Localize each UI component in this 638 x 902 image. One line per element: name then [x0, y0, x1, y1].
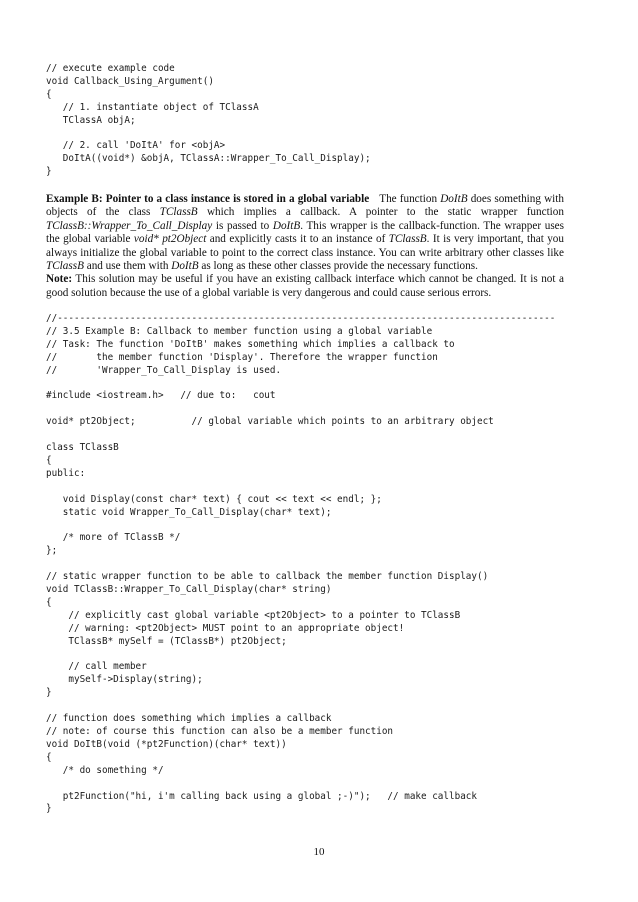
text: . It is very important, that you always initialize the global variable to point to the correct class instance. You can write arbitrary other classes like: [46, 233, 564, 259]
code-line: // call member: [46, 661, 147, 673]
code-block-top: [46, 63, 371, 179]
code-line: TClassA objA;: [46, 114, 136, 126]
code-line: // the member function 'Display'. Therefore the wrapper function: [46, 351, 438, 363]
note-text: This solution may be useful if you have an existing callback interface which cannot be changed. It is not a good solution because the use of a global variable is very dangerous and could cause serious errors.: [46, 273, 564, 299]
code-line: /* more of TClassB */: [46, 532, 181, 544]
code-line: void DoItB(void (*pt2Function)(char* text)): [46, 738, 287, 750]
code-line: void TClassB::Wrapper_To_Call_Display(char* string): [46, 584, 332, 596]
code-line: {: [46, 751, 52, 763]
code-line: #include <iostream.h> // due to: cout: [46, 390, 276, 402]
code-line: {: [46, 596, 52, 608]
code-line: };: [46, 545, 58, 557]
code-line: // 2. call 'DoItA' for <objA>: [46, 140, 226, 152]
code-line: pt2Function("hi, i'm calling back using a global ;-)"); // make callback: [46, 790, 477, 802]
code-line: DoItA((void*) &objA, TClassA::Wrapper_To_Call_Display);: [46, 153, 371, 165]
text: as long as these other classes provide the necessary functions.: [198, 260, 478, 273]
example-b-paragraph: [46, 193, 564, 300]
code-line: // 'Wrapper_To_Call_Display is used.: [46, 364, 282, 376]
code-line: // explicitly cast global variable <pt2Object> to a pointer to TClassB: [46, 609, 461, 621]
code-line: public:: [46, 467, 86, 479]
text: . This wrapper is the callback-function. The wrapper uses the global variable: [46, 219, 564, 246]
italic-term: void* pt2Object: [133, 233, 207, 246]
italic-term: DoItB: [272, 219, 301, 232]
text: The function: [379, 193, 441, 205]
text: and use them with: [83, 260, 172, 273]
code-line: void Display(const char* text) { cout << text << endl; };: [46, 493, 382, 505]
code-line: // execute example code: [46, 63, 175, 74]
code-line: TClassB* mySelf = (TClassB*) pt2Object;: [46, 635, 287, 647]
text: and explicitly casts it to an instance of: [206, 233, 389, 246]
code-line: // static wrapper function to be able to callback the member function Display(): [46, 571, 489, 583]
text: which implies a callback. A pointer to the static wrapper function: [197, 206, 564, 219]
text: does something with objects of the class: [46, 193, 564, 219]
code-line: void* pt2Object; // global variable which points to an arbitrary object: [46, 416, 494, 428]
code-line: }: [46, 166, 52, 178]
code-line: class TClassB: [46, 442, 119, 454]
code-line: {: [46, 454, 52, 466]
example-b-heading: Example B: Pointer to a class instance is stored in a global variable: [46, 193, 370, 205]
code-line: // note: of course this function can also be a member function: [46, 726, 394, 737]
code-line: }: [46, 687, 52, 699]
italic-term: DoItB: [440, 193, 468, 205]
code-line: // function does something which implies a callback: [46, 713, 332, 725]
code-line: // 3.5 Example B: Callback to member function using a global variable: [46, 325, 433, 337]
code-line: static void Wrapper_To_Call_Display(char* text);: [46, 506, 332, 518]
code-line: // 1. instantiate object of TClassA: [46, 101, 259, 113]
code-line: /* do something */: [46, 764, 164, 776]
italic-term: TClassB::Wrapper_To_Call_Display: [46, 219, 213, 232]
page-number: 10: [313, 846, 325, 858]
note-label: Note:: [46, 273, 73, 286]
italic-term: TClassB: [388, 233, 427, 246]
text: is passed to: [212, 219, 273, 232]
code-line: {: [46, 88, 52, 100]
italic-term: TClassB: [159, 206, 198, 219]
italic-term: TClassB: [46, 260, 84, 273]
code-block-bottom: [46, 313, 555, 816]
code-line: //-----------------------------------------------------------------------------------------: [46, 313, 556, 324]
code-line: void Callback_Using_Argument(): [46, 75, 214, 87]
code-line: }: [46, 803, 52, 815]
code-line: mySelf->Display(string);: [46, 674, 203, 686]
code-line: // Task: The function 'DoItB' makes something which implies a callback to: [46, 338, 455, 350]
italic-term: DoItB: [171, 260, 199, 273]
code-line: // warning: <pt2Object> MUST point to an appropriate object!: [46, 622, 405, 634]
